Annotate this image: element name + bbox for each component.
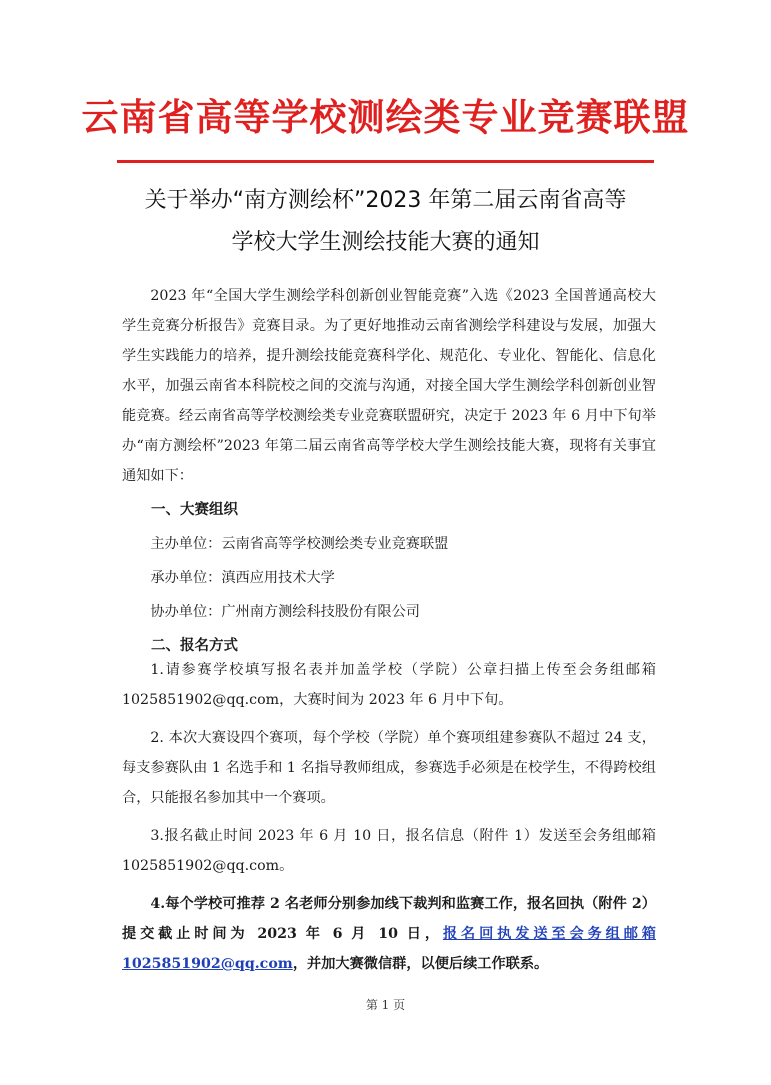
intro-paragraph: 2023 年“全国大学生测绘学科创新创业智能竞赛”入选《2023 全国普通高校大学生竞赛分析报告》竞赛目录。为了更好地推动云南省测绘学科建设与发展，加强大学生实践能力的培养，提升测绘技能竞赛科学化、规范化、专业化、智能化、信息化水平，加强云南省本科院校之间的交流与沟通，对接全国大学生测绘学科创新创业智能竞赛。经云南省高等学校测绘类专业竞赛联盟研究，决定于 2023 年 6 月中下旬举办“南方测绘杯”2023 年第二届云南省高等学校大学生测绘技能大赛，现将有关事宜通知如下： [122, 288, 656, 484]
section1-heading: 一、大赛组织 [151, 502, 238, 518]
organizer-unit: 承办单位：滇西应用技术大学 [150, 570, 335, 586]
title-line-1: 关于举办“南方测绘杯”2023 年第二届云南省高等 [144, 188, 627, 213]
section-organization [122, 493, 656, 663]
page-number: 第 1 页 [365, 998, 406, 1012]
red-divider [117, 160, 654, 163]
document-title [90, 180, 681, 264]
title-line-2: 学校大学生测绘技能大赛的通知 [231, 230, 540, 255]
org-header: 云南省高等学校测绘类专业竞赛联盟 [81, 95, 690, 139]
section2-heading: 二、报名方式 [151, 638, 238, 654]
section-registration [122, 655, 656, 979]
intro-paragraph-block [122, 281, 656, 491]
registration-item-4-text: 4.每个学校可推荐 2 名老师分别参加线下裁判和监赛工作，报名回执（附件 2）提交截止时间为 2023 年 6 月 10 日， [122, 896, 656, 942]
registration-item-4 [122, 889, 656, 979]
registration-item-1: 1.请参赛学校填写报名表并加盖学校（学院）公章扫描上传至会务组邮箱 1025851902@qq.com，大赛时间为 2023 年 6 月中下旬。 [122, 662, 656, 708]
registration-item-4-tail: ，并加大赛微信群，以便后续工作联系。 [292, 956, 549, 972]
co-organizer-unit: 协办单位：广州南方测绘科技股份有限公司 [150, 604, 420, 620]
host-unit: 主办单位：云南省高等学校测绘类专业竞赛联盟 [150, 536, 449, 552]
registration-item-3: 3.报名截止时间 2023 年 6 月 10 日，报名信息（附件 1）发送至会务组邮箱 1025851902@qq.com。 [122, 828, 656, 874]
email-link[interactable]: 报名回执发送至会务组邮箱 1025851902@qq.com [122, 926, 656, 972]
registration-item-2: 2. 本次大赛设四个赛项，每个学校（学院）单个赛项组建参赛队不超过 24 支，每支参赛队由 1 名选手和 1 名指导教师组成，参赛选手必须是在校学生，不得跨校组合，只能报名参加其中一个赛项。 [122, 730, 656, 806]
